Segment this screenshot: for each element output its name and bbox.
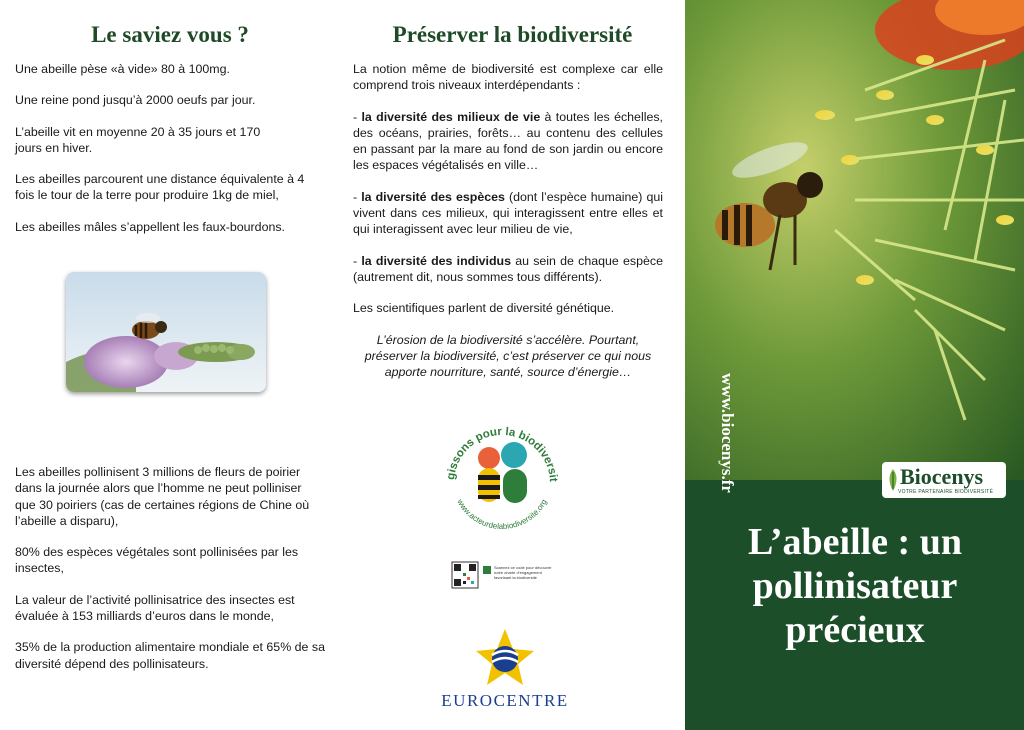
cover-title: L’abeille : un pollinisateur précieux bbox=[748, 521, 962, 651]
fact-item: Une reine pond jusqu’à 2000 oeufs par jour. bbox=[15, 93, 256, 108]
level-item: - la diversité des milieux de vie à toutes les échelles, des océans, prairies, forêts… au contenu des cellules en passant par la mare au fond de son jardin ou encore les espaces végétalisés en ville… bbox=[353, 109, 663, 173]
heading-biodiversity: Préserver la biodiversité bbox=[392, 22, 633, 47]
fact-item: 80% des espèces végétales sont pollinisées par les insectes, bbox=[15, 545, 299, 576]
level-item: - la diversité des espèces (dont l’espèce humaine) qui vivent dans ces milieux, qui interagissent entre elles et qui interagissent avec leur milieu de vie, bbox=[353, 189, 663, 237]
svg-text:favorisant la biodiversité: favorisant la biodiversité bbox=[494, 575, 537, 580]
fact-item: 35% de la production alimentaire mondiale et 65% de sa diversité dépend des pollinisateurs. bbox=[15, 640, 325, 671]
panel-cover bbox=[685, 0, 1024, 730]
svg-text:notre charte d’engagement: notre charte d’engagement bbox=[494, 570, 542, 575]
fact-item: L’abeille vit en moyenne 20 à 35 jours et 170 jours en hiver. bbox=[15, 124, 261, 155]
panel-did-you-know bbox=[0, 0, 340, 730]
eurocentre-wordmark: EUROCENTRE bbox=[441, 691, 569, 710]
svg-text:www.acteurdelabiodiversite.org bbox=[455, 497, 549, 531]
intro-paragraph: La notion même de biodiversité est complexe car elle comprend trois niveaux interdépendants : bbox=[353, 62, 663, 93]
facts-bottom bbox=[15, 464, 325, 687]
acteur-biodiversite-logo bbox=[432, 405, 572, 545]
quote-paragraph: L’érosion de la biodiversité s’accélère. Pourtant, préserver la biodiversité, c’est préserver ce qui nous apporte nourriture, santé, source d’énergie… bbox=[364, 332, 652, 380]
biocenys-tagline: VOTRE PARTENAIRE BIODIVERSITÉ bbox=[898, 489, 994, 495]
eurocentre-logo bbox=[430, 625, 580, 715]
logo-arc-top-text: gissons pour la biodiversit bbox=[445, 425, 560, 483]
panel-biodiversity bbox=[340, 0, 685, 730]
fact-item: Les abeilles parcourent une distance équivalente à 4 fois le tour de la terre pour produire 1kg de miel, bbox=[15, 172, 305, 203]
fact-item: La valeur de l’activité pollinisatrice des insectes est évaluée à 153 milliards d’euros dans le monde, bbox=[15, 592, 295, 624]
biodiversity-text bbox=[353, 61, 663, 395]
fact-item: Une abeille pèse «à vide» 80 à 100mg. bbox=[15, 62, 230, 76]
website-url: www.biocenys.fr bbox=[718, 373, 737, 493]
heading-did-you-know: Le saviez vous ? bbox=[91, 22, 249, 47]
logo-arc-bottom-text: www.acteurdelabiodiversite.org bbox=[455, 497, 549, 532]
bee-on-flower-photo bbox=[66, 272, 266, 392]
biocenys-logo bbox=[882, 462, 1006, 498]
level-item: - la diversité des individus au sein de chaque espèce (autrement dit, nous sommes tous différents). bbox=[353, 253, 663, 284]
facts-top bbox=[15, 61, 325, 250]
genetic-paragraph: Les scientifiques parlent de diversité génétique. bbox=[353, 301, 615, 316]
biocenys-wordmark: Biocenys bbox=[900, 464, 984, 489]
fact-item: Les abeilles mâles s’appellent les faux-bourdons. bbox=[15, 219, 285, 234]
fact-item: Les abeilles pollinisent 3 millions de fleurs de poirier dans la journée alors que l’homme ne peut polliniser que 30 poiriers (cas de certaines régions de Chine où l’abeille a disparu), bbox=[15, 465, 310, 528]
svg-text:Scannez ce code pour découvrir: Scannez ce code pour découvrir bbox=[494, 565, 552, 570]
qr-code-block bbox=[450, 560, 570, 590]
